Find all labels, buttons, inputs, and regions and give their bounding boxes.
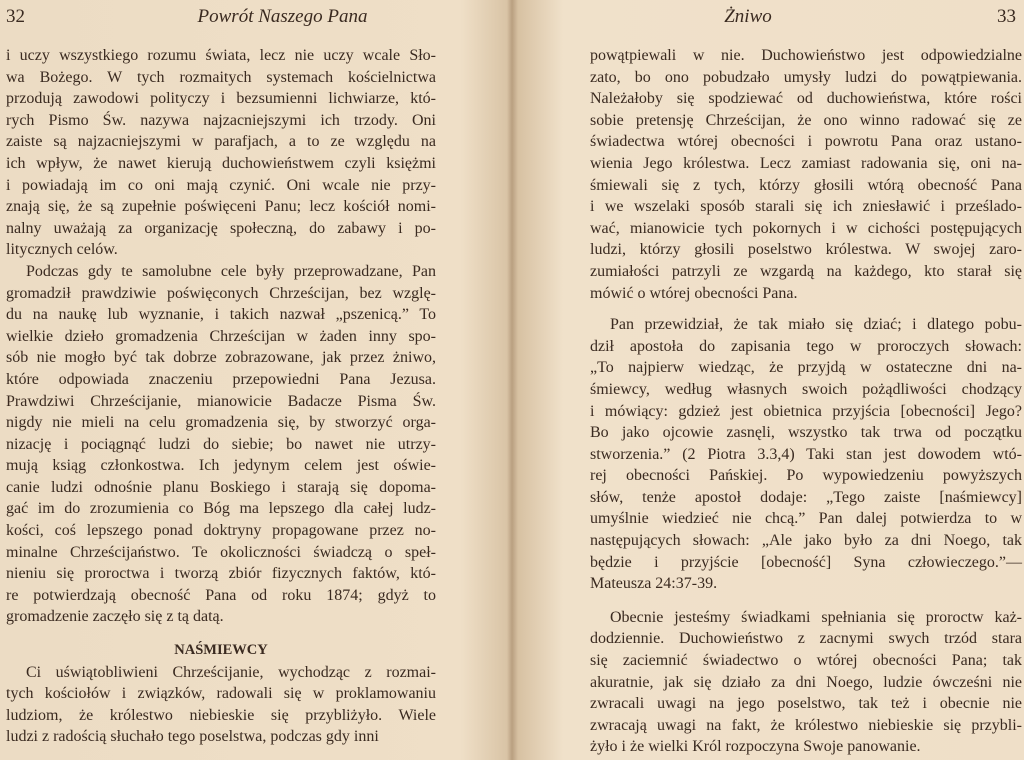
right-paragraph-1: [590, 45, 1022, 304]
text-line: Należałoby się spodziewać od duchowieństwa, które rości: [590, 90, 1022, 108]
text-line: akuratnie, jak się działo za dni Noego, ludzie ówcześni nie: [590, 673, 1022, 691]
text-line: przodują zawodowi polityczy i bezsumienni lichwiarze, któ-: [6, 90, 436, 108]
text-line: które odpowiada znaczeniu przepowiedni Pana Jezusa.: [6, 370, 436, 388]
text-line: minalne Chrześcijaństwo. Te okoliczności świadczą o speł-: [6, 543, 436, 561]
text-line: mują ksiąg członkostwa. Ich jedynym celem jest oświe-: [6, 457, 436, 475]
right-paragraph-3: [590, 607, 1022, 758]
section-heading: NAŚMIEWCY: [174, 642, 268, 659]
text-line: nizację i pociągnąć ludzi do siebie; bo nawet nie utrzy-: [6, 435, 436, 453]
left-paragraph-3: [6, 662, 436, 748]
text-line: zumiałości patrzyli ze wzgardą na każdego, kto starał się: [590, 262, 1022, 280]
right-page-number: 33: [997, 6, 1016, 27]
text-line: tych kościołów i związków, radowali się w proklamowaniu: [6, 685, 436, 703]
text-line: słów, tenże apostoł dodaje: „Tego zaiste [naśmiewcy]: [590, 488, 1022, 506]
text-line: Ci uświątobliwieni Chrześcijanie, wychodząc z rozmai-: [26, 663, 436, 681]
text-line: rych Pismo Św. nazywa najzacniejszymi ich trzody. Oni: [6, 111, 436, 129]
left-paragraph-2: [6, 261, 436, 628]
text-line: i powiadają im co oni mają czynić. Oni wcale nie przy-: [6, 176, 436, 194]
text-line: Bo jako ojcowie zasnęli, wszystko tak trwa od początku: [590, 424, 1022, 442]
text-line: wa Bożego. W tych rozmaitych systemach kościelnictwa: [6, 68, 436, 86]
text-line: będzie i przyjście [obecność] Syna człowieczego.”—: [590, 553, 1022, 571]
text-line: Podczas gdy te samolubne cele były przeprowadzane, Pan: [26, 262, 436, 280]
text-line: zato, bo ono pobudzało umysły ludzi do powątpiewania.: [590, 68, 1022, 86]
right-page-header: [512, 4, 1024, 30]
left-page-text: [6, 45, 436, 748]
text-line: wienia Jego królestwa. Lecz zamiast radowania się, oni na-: [590, 154, 1022, 172]
text-line: dodziennie. Duchowieństwo z zacnymi swych trzód stara: [590, 630, 1022, 648]
text-line: sób nie mogło być tak dobrze zobrazowane, jak przez żniwo,: [6, 349, 436, 367]
text-line: żyło i że wielki Król rozpoczyna Swoje panowanie.: [590, 738, 921, 756]
text-line: świadectwa wtórej obecności i powrotu Pana oraz ustano-: [590, 133, 1022, 151]
text-line: śmiewali się z tych, którzy głosili wtórą obecność Pana: [590, 176, 1022, 194]
text-line: ludziom, że królestwo niebieskie się przybliżyło. Wiele: [6, 706, 436, 724]
text-line: mówić o wtórej obecności Pana.: [590, 284, 798, 302]
text-line: gać im do zrozumienia co Bóg ma lepszego dla całej ludz-: [6, 500, 436, 518]
text-line: rej obecności Pańskiej. Po wypowiedzeniu powyższych: [590, 467, 1022, 485]
left-page-number: 32: [6, 6, 25, 27]
text-line: i we wszelaki sposób starali się ich zniesławić i prześlado-: [590, 198, 1022, 216]
left-page-header: [0, 4, 505, 30]
text-line: „To najpierw wiedząc, że przyjdą w ostateczne dni na-: [590, 359, 1022, 377]
text-line: następujących słowach: „Ale jako było za dni Noego, tak: [590, 532, 1022, 550]
text-line: dził apostoła do zapisania tego w proroczych słowach:: [590, 337, 1022, 355]
text-line: gromadził prawdziwie poświęconych Chrześcijan, bez wzglę-: [6, 284, 436, 302]
text-line: ludzi, którzy głosili poselstwo królestwa. W swojej zaro-: [590, 241, 1022, 259]
left-running-title: Powrót Naszego Pana: [197, 6, 368, 27]
text-line: zwracają uwagi na fakt, że królestwo niebieskie się przybli-: [590, 716, 1022, 734]
text-line: śmiewcy, według własnych swoich pożądliwości chodzący: [590, 380, 1022, 398]
text-line: Mateusza 24:37-39.: [590, 575, 718, 593]
text-line: kości, coś lepszego ponad doktryny propagowane przez no-: [6, 522, 436, 540]
left-paragraph-1: [6, 45, 436, 261]
right-running-title: Żniwo: [724, 6, 772, 27]
text-line: ludzi z radością słuchało tego poselstwa, podczas gdy inni: [6, 728, 379, 746]
text-line: du na naukę lub wyznanie, i takich nazwał „pszenicą.” To: [6, 306, 436, 324]
text-line: zwracali uwagi na jego poselstwo, tak też i obecnie nie: [590, 695, 1022, 713]
text-line: i uczy wszystkiego rozumu świata, lecz nie uczy wcale Sło-: [6, 47, 436, 64]
text-line: canie ludzi odnośnie planu Boskiego i starają się dopoma-: [6, 478, 436, 496]
text-line: zaiste są najzacniejszymi w parafjach, a to ze względu na: [6, 133, 436, 151]
text-line: się zaciemnić świadectwo o wtórej obecności Pana; tak: [590, 652, 1022, 670]
text-line: znają się, że są zupełnie poświęceni Panu; lecz kościół nomi-: [6, 198, 436, 216]
text-line: ich wpływ, że nawet kierują duchowieństwem czyli księżmi: [6, 154, 436, 172]
right-paragraph-2: [590, 314, 1022, 595]
text-line: Pan przewidział, że tak miało się dziać; i dlatego pobu-: [610, 316, 1022, 334]
text-line: wać, mianowicie tych pokornych i w cichości postępujących: [590, 219, 1022, 237]
text-line: wielkie dzieło gromadzenia Chrześcijan w żaden inny spo-: [6, 327, 436, 345]
text-line: litycznych celów.: [6, 241, 118, 259]
text-line: i mówiący: gdzież jest obietnica przyjścia [obecności] Jego?: [590, 402, 1022, 420]
text-line: sobie pretensję Chrześcijan, że ono winno radować się ze: [590, 111, 1022, 129]
text-line: Prawdziwi Chrześcijanie, mianowicie Badacze Pisma Św.: [6, 392, 436, 410]
right-page: [512, 0, 1024, 760]
right-page-text: [590, 45, 1022, 758]
text-line: nigdy nie mieli na celu gromadzenia się, by stworzyć orga-: [6, 414, 436, 432]
text-line: powątpiewali w nie. Duchowieństwo jest odpowiedzialne: [590, 47, 1022, 64]
text-line: gromadzenie zaczęło się z tą datą.: [6, 608, 224, 626]
text-line: umyślnie wiedzieć nie chcą.” Pan dalej potwierdza to w: [590, 510, 1022, 528]
text-line: nieniu się proroctwa i tworzą zbiór fizycznych faktów, któ-: [6, 565, 436, 583]
text-line: stworzenia.” (2 Piotra 3.3,4) Taki stan jest dowodem wtó-: [590, 445, 1022, 463]
left-page: [0, 0, 505, 760]
text-line: Obecnie jesteśmy świadkami spełniania się proroctw każ-: [610, 608, 1022, 626]
text-line: nalny uważają za organizację społeczną, do zabawy i po-: [6, 219, 436, 237]
text-line: re potwierdzają obecność Pana od roku 1874; gdyż to: [6, 586, 436, 604]
